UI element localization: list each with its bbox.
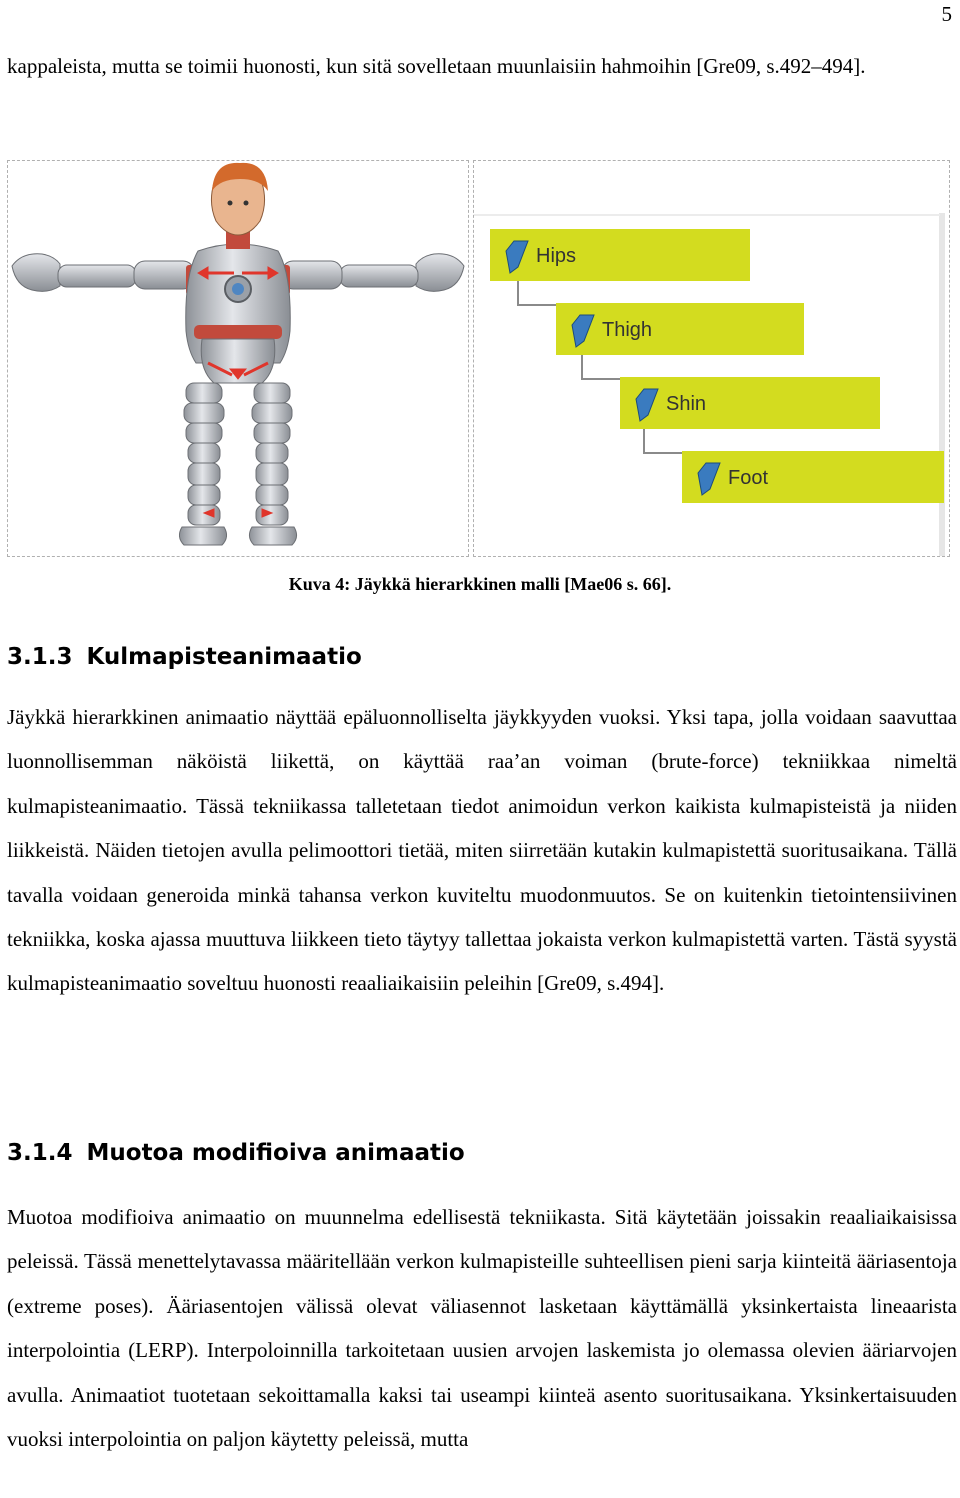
right-hand	[416, 254, 464, 292]
right-leg	[249, 383, 296, 545]
section-heading-3-1-4	[7, 1140, 465, 1166]
figure-caption: Kuva 4: Jäykkä hierarkkinen malli [Mae06 s. 66].	[288, 574, 672, 594]
section-3-1-4-paragraph: Muotoa modifioiva animaatio on muunnelma edellisestä tekniikasta. Sitä käytetään joissakin reaaliaikaisissa peleissä. Tässä menettelytavassa määritellään verkon kulmapisteille suhteellisen pieni sarja kiinteitä ääriasentoja (extreme poses). Ääriasentojen välissä olevat väliasennot lasketaan käyttämällä yksinkertaista lineaarista interpolointia (LERP). Interpoloinnilla tarkoitetaan uusien arvojen laskemista jo olemassa olevien ääriarvojen avulla. Animaatiot tuotetaan sekoittamalla kaksi tai useampi kiinteä asento suoritusaikana. Yksinkertaisuuden vuoksi interpolointia on paljon käytetty peleissä, mutta	[7, 1205, 957, 1452]
left-leg	[179, 383, 226, 545]
left-upper-arm	[134, 261, 194, 289]
left-forearm	[58, 265, 136, 287]
waist-belt	[194, 325, 282, 339]
section-heading-3-1-3	[7, 644, 362, 670]
connector-thigh-shin	[582, 353, 624, 379]
section-title: Muotoa modifioiva animaatio	[86, 1140, 465, 1166]
intro-paragraph: kappaleista, mutta se toimii huonosti, kun sitä sovelletaan muunlaisiin hahmoihin [Gre09, s.492–494].	[7, 54, 866, 78]
figure	[7, 160, 950, 557]
hierarchy-diagram	[474, 161, 949, 556]
section-number: 3.1.3	[7, 644, 73, 670]
svg-text:Thigh: Thigh	[602, 319, 653, 341]
robot-model-illustration	[8, 161, 468, 556]
section-3-1-3-paragraph: Jäykkä hierarkkinen animaatio näyttää epäluonnolliselta jäykkyyden vuoksi. Yksi tapa, jolla voidaan saavuttaa luonnollisemman näköistä liikettä, on käyttää raa’an voiman (brute-force) tekniikkaa nimeltä kulmapisteanimaatio. Tässä tekniikassa talletetaan tiedot animoidun verkon kaikista kulmapisteistä ja niiden liikkeistä. Näiden tietojen avulla pelimoottori tietää, miten siirretään kutakin kulmapistettä suoritusaikana. Tällä tavalla voidaan generoida minkä tahansa verkon kuviteltu muodonmuutos. Se on kuitenkin tietointensiivinen tekniikka, koska ajassa muuttuva liikkeen tieto täytyy tallettaa jokaista verkon kulmapistettä varten. Tästä syystä kulmapisteanimaatio soveltuu huonosti reaaliaikaisiin peleihin [Gre09, s.494].	[7, 705, 957, 996]
connector-shin-foot	[644, 427, 684, 453]
section-title: Kulmapisteanimaatio	[86, 644, 362, 670]
node-hips	[490, 229, 750, 281]
right-forearm	[340, 265, 418, 287]
left-hand	[12, 254, 60, 292]
node-hips-box	[490, 229, 750, 281]
node-thigh-box	[556, 303, 804, 355]
hierarchy-panel	[473, 160, 950, 557]
svg-text:Foot: Foot	[728, 467, 769, 489]
section-number: 3.1.4	[7, 1140, 73, 1166]
node-shin	[620, 377, 880, 429]
connector-hips-thigh	[518, 281, 562, 305]
right-upper-arm	[282, 261, 342, 289]
robot-model-panel	[7, 160, 469, 557]
node-foot-box	[682, 451, 944, 503]
node-shin-box	[620, 377, 880, 429]
svg-text:Hips: Hips	[536, 245, 577, 267]
node-foot	[682, 451, 944, 503]
svg-text:Shin: Shin	[666, 393, 707, 415]
page-number: 5	[941, 2, 952, 26]
node-thigh	[556, 303, 804, 355]
